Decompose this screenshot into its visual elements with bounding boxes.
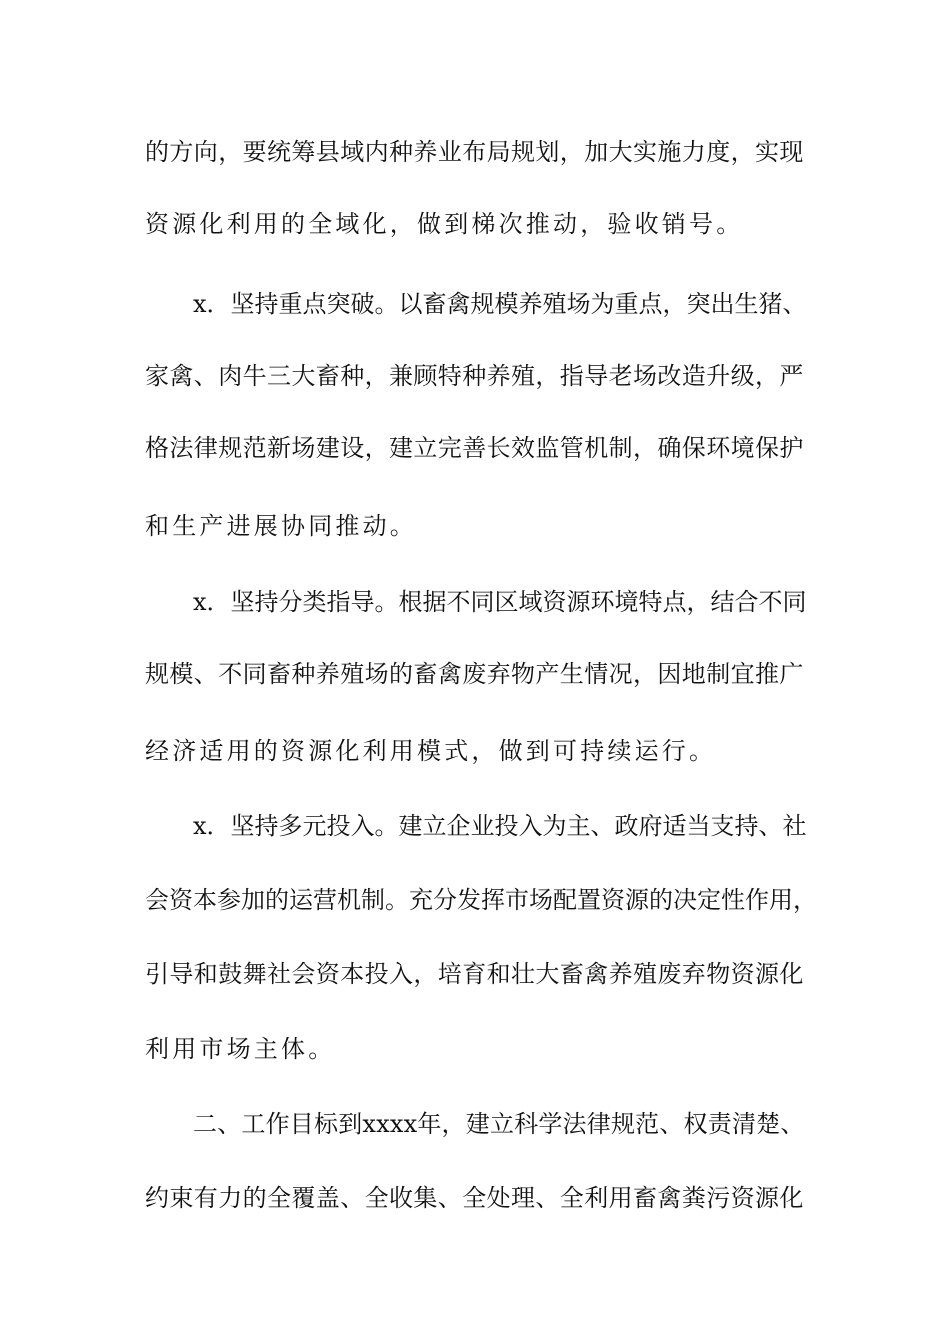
text-line: 格法律规范新场建设，建立完善长效监管机制，确保环境保护 xyxy=(145,434,804,462)
text-line: 经济适用的资源化利用模式，做到可持续运行。 xyxy=(145,737,717,765)
text-line: 资源化利用的全域化，做到梯次推动，验收销号。 xyxy=(145,210,744,238)
text-line: 规模、不同畜种养殖场的畜禽废弃物产生情况，因地制宜推广 xyxy=(145,660,804,688)
paragraph-start-line: x．坚持重点突破。以畜禽规模养殖场为重点，突出生猪、 xyxy=(193,290,807,318)
paragraph-start-line: x．坚持多元投入。建立企业投入为主、政府适当支持、社 xyxy=(193,812,807,840)
text-line: 约束有力的全覆盖、全收集、全处理、全利用畜禽粪污资源化 xyxy=(145,1184,804,1212)
text-line: 会资本参加的运营机制。充分发挥市场配置资源的决定性作用， xyxy=(145,886,817,914)
section-heading-line: 二、工作目标到xxxx年，建立科学法律规范、权责清楚、 xyxy=(193,1110,805,1138)
text-line: 引导和鼓舞社会资本投入，培育和壮大畜禽养殖废弃物资源化 xyxy=(145,960,804,988)
text-line: 的方向，要统筹县域内种养业布局规划，加大实施力度，实现 xyxy=(145,138,804,166)
text-line: 和生产进展协同推动。 xyxy=(145,512,417,540)
text-line: 利用市场主体。 xyxy=(145,1035,336,1063)
paragraph-start-line: x．坚持分类指导。根据不同区域资源环境特点，结合不同 xyxy=(193,588,807,616)
text-line: 家禽、肉牛三大畜种，兼顾特种养殖，指导老场改造升级，严 xyxy=(145,362,804,390)
